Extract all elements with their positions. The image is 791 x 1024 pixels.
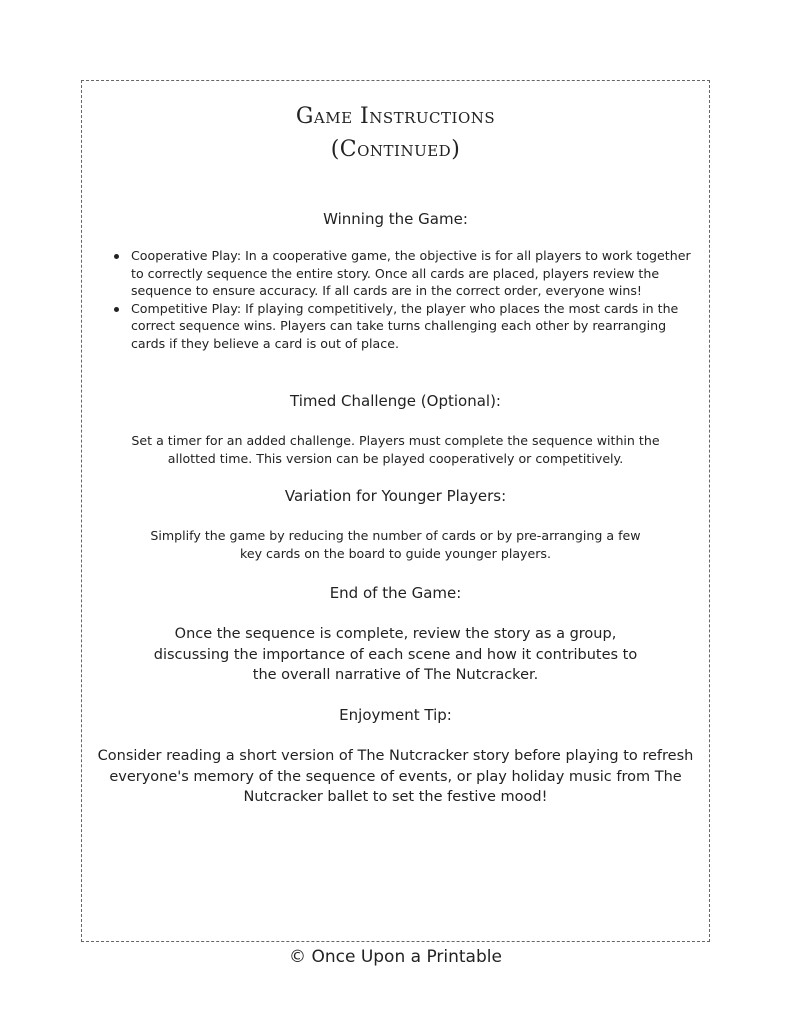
younger-heading: Variation for Younger Players: bbox=[284, 487, 507, 505]
tip-text: Consider reading a short version of The Nutcracker story before playing to refresh everyone's memory of the sequence of events, or play holiday music from The Nutcracker ballet to set the festive mood! bbox=[97, 748, 694, 805]
winning-heading: Winning the Game: bbox=[323, 210, 468, 228]
page-subtitle: (Continued) bbox=[330, 137, 461, 162]
tip-heading: Enjoyment Tip: bbox=[339, 706, 452, 724]
younger-text: Simplify the game by reducing the number of cards or by pre-arranging a few key cards on the board to guide younger players. bbox=[150, 528, 641, 561]
list-item: Competitive Play: If playing competitively, the player who places the most cards in the correct sequence wins. Players can take turns challenging each other by rearranging cards if they believe a card is out of place. bbox=[110, 300, 695, 353]
list-item: Cooperative Play: In a cooperative game, the objective is for all players to work together to correctly sequence the entire story. Once all cards are placed, players review the sequence to ensure accuracy. If all cards are in the correct order, everyone wins! bbox=[110, 247, 695, 300]
timed-heading: Timed Challenge (Optional): bbox=[290, 392, 501, 410]
end-heading: End of the Game: bbox=[329, 584, 462, 602]
page-title: Game Instructions bbox=[295, 104, 496, 129]
timed-text: Set a timer for an added challenge. Players must complete the sequence within the allotted time. This version can be played cooperatively or competitively. bbox=[131, 433, 660, 466]
winning-list bbox=[110, 247, 695, 352]
copyright-footer: © Once Upon a Printable bbox=[289, 947, 502, 967]
end-text: Once the sequence is complete, review the story as a group, discussing the importance of each scene and how it contributes to the overall narrative of The Nutcracker. bbox=[153, 626, 638, 683]
